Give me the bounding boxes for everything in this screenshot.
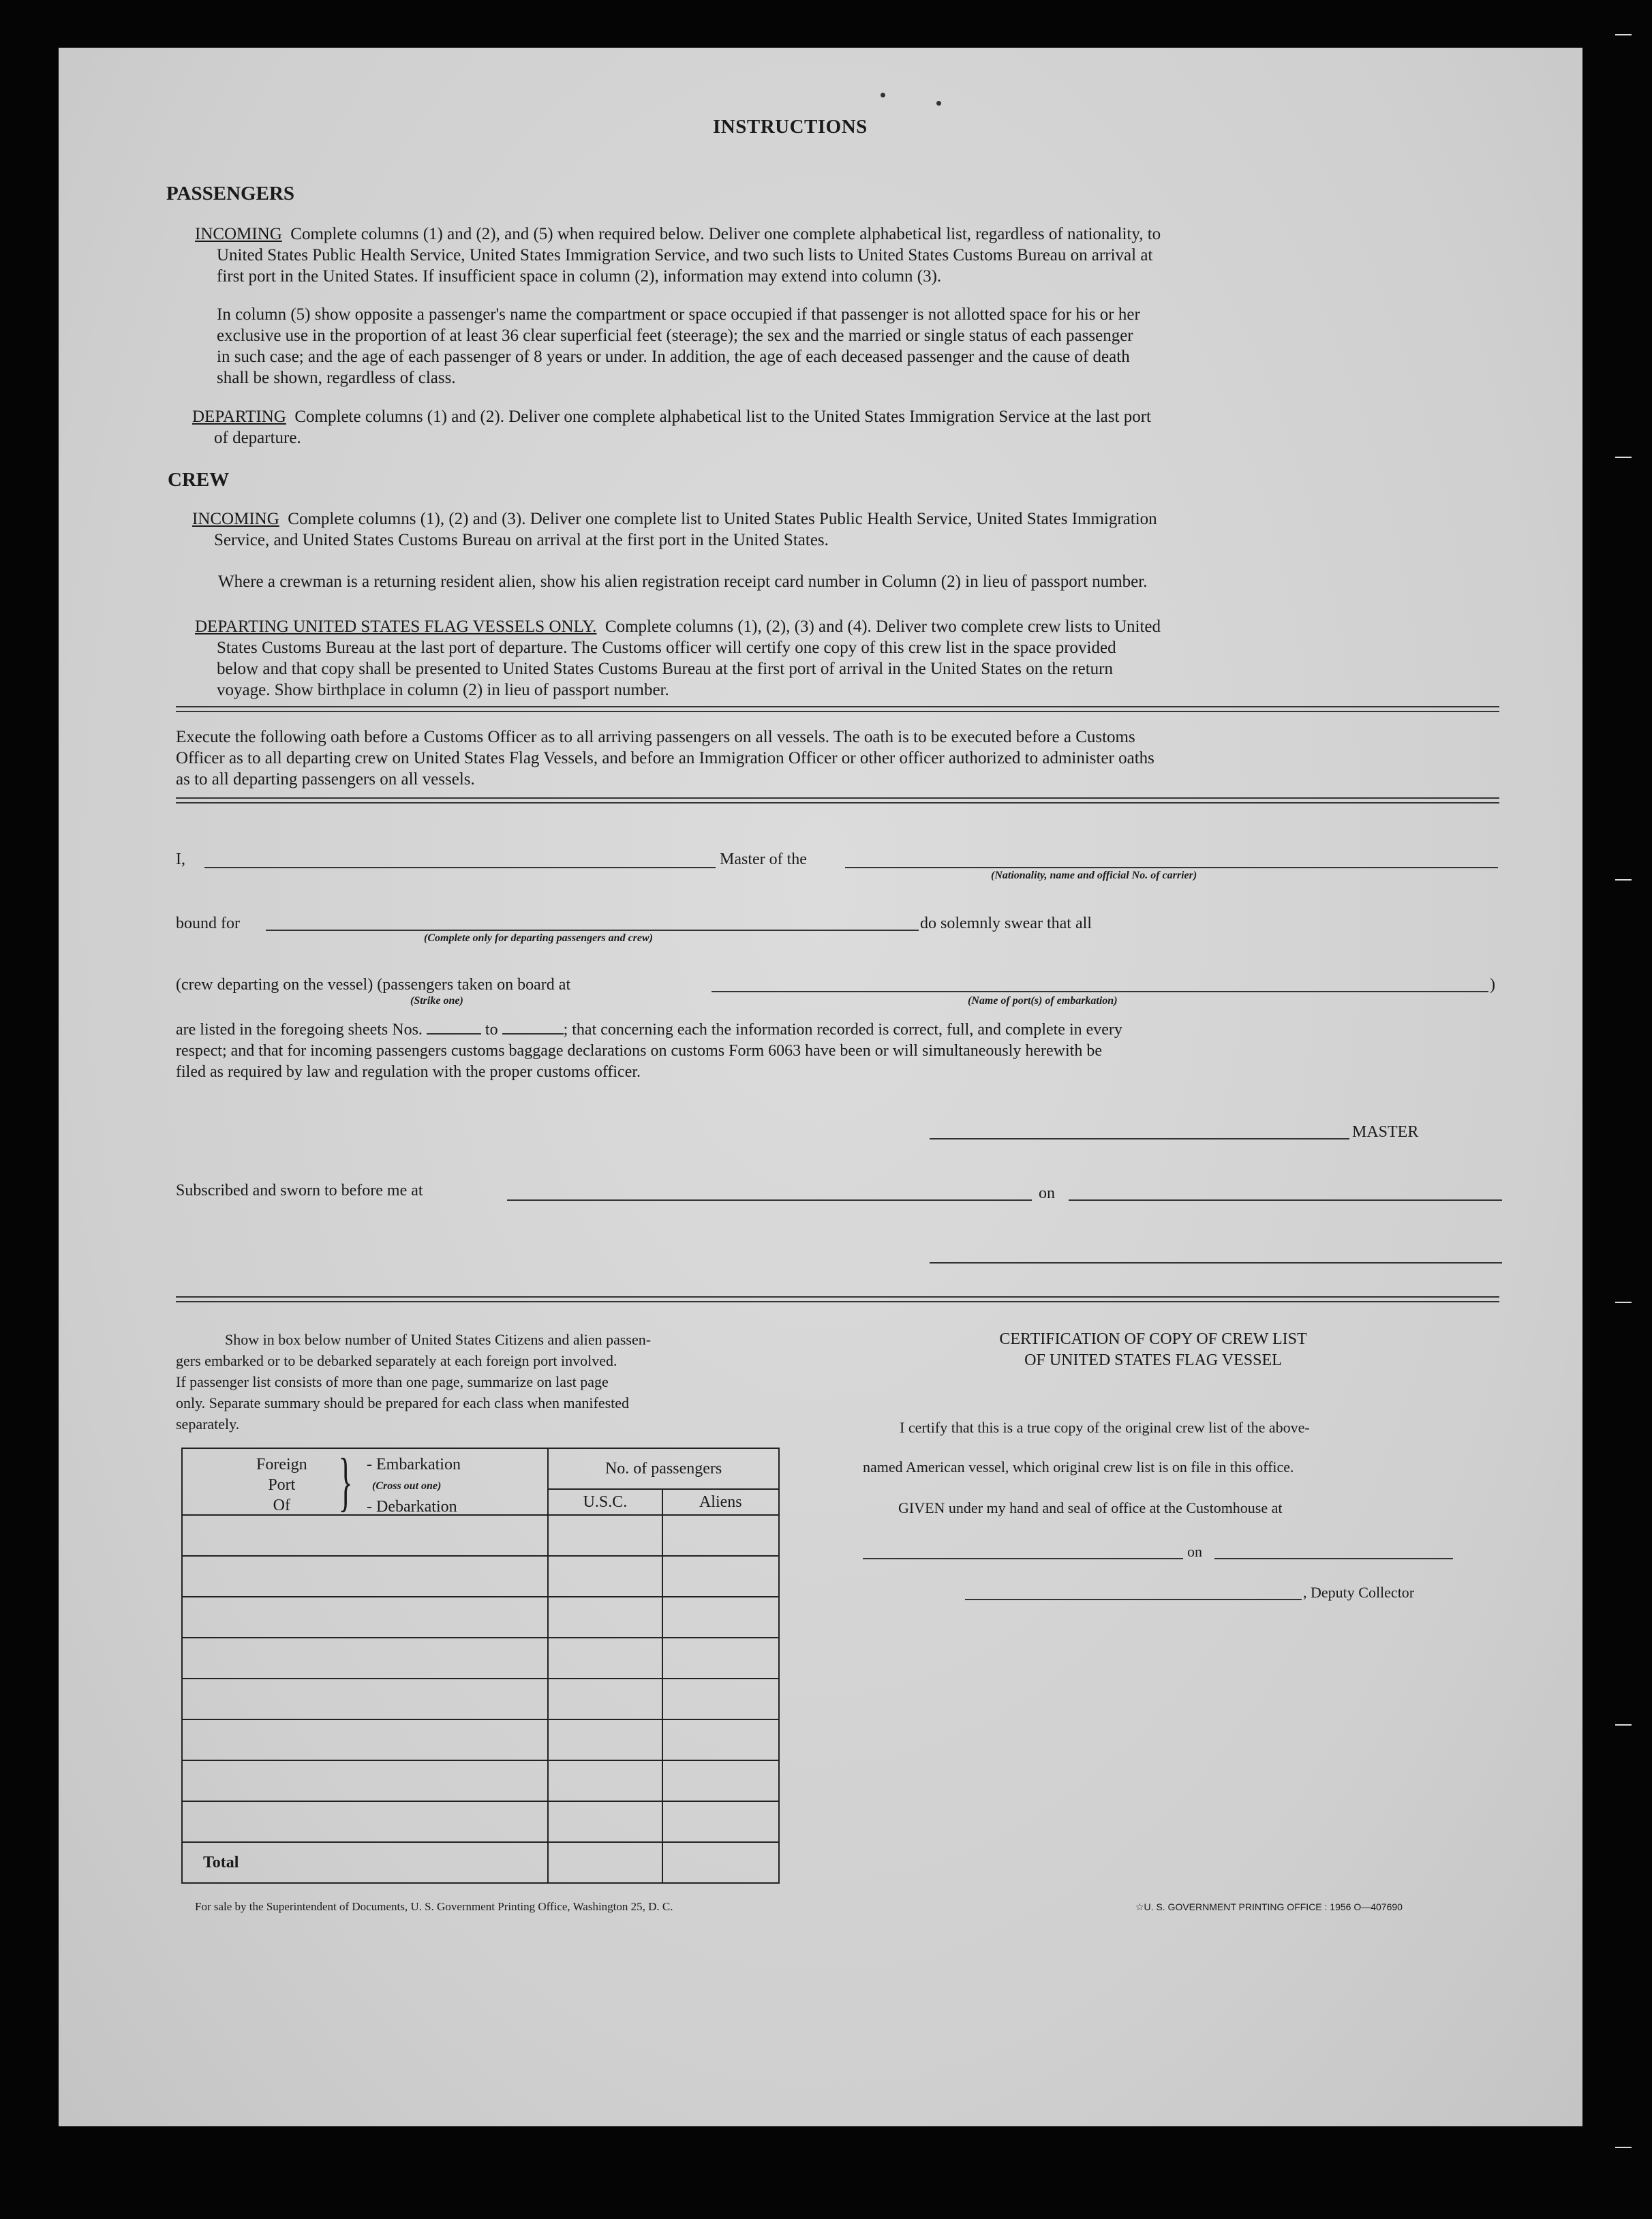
cert-on-label: on [1187, 1543, 1202, 1560]
crew-departing-line-3: below and that copy shall be presented to United States Customs Bureau at the first port of arrival in the United States on the return [217, 660, 1113, 678]
gpo-note: ☆U. S. GOVERNMENT PRINTING OFFICE : 1956 O—407690 [1135, 1901, 1403, 1912]
summary-line-2: gers embarked or to be debarked separately at each foreign port involved. [176, 1352, 617, 1369]
passengers-incoming-line-2: United States Public Health Service, United States Immigration Service, and two such lists to United States Customs Bureau on arrival at [217, 246, 1153, 264]
certify-line-2: named American vessel, which original crew list is on file in this office. [863, 1458, 1294, 1475]
usc-cell[interactable] [548, 1801, 662, 1842]
total-usc-cell[interactable] [548, 1842, 662, 1883]
summary-line-4: only. Separate summary should be prepared for each class when manifested [176, 1394, 630, 1411]
crew-departing-line-2: States Customs Bureau at the last port of departure. The Customs officer will certify one copy of this crew list in the space provided [217, 639, 1116, 657]
aliens-cell[interactable] [662, 1679, 779, 1719]
listed-statement [176, 1018, 1512, 1083]
brace-glyph: } [338, 1445, 353, 1518]
listed-rest: ; that concerning each the information recorded is correct, full, and complete in every [563, 1021, 1122, 1039]
listed-label: are listed in the foregoing sheets Nos. [176, 1021, 423, 1039]
divider-rule [176, 797, 1499, 804]
respect-line: respect; and that for incoming passengers customs baggage declarations on customs Form 6063 have been or will simultaneously herewith be [176, 1042, 1102, 1060]
listed-to-label: to [485, 1021, 498, 1039]
oath-intro-line-3: as to all departing passengers on all vessels. [176, 770, 475, 789]
master-of-the-label: Master of the [720, 851, 807, 868]
summary-line-3: If passenger list consists of more than one page, summarize on last page [176, 1373, 609, 1390]
carrier-caption: (Nationality, name and official No. of carrier) [991, 870, 1197, 881]
passengers-departing-block [192, 406, 1494, 448]
deputy-label: , Deputy Collector [1303, 1584, 1415, 1601]
bound-for-field[interactable] [266, 930, 919, 931]
table-row [182, 1801, 779, 1842]
total-label: Total [182, 1842, 548, 1883]
crew-incoming-block [192, 508, 1494, 551]
table-row [182, 1597, 779, 1638]
embarkation-label: - Embarkation [367, 1456, 461, 1473]
edge-mark [1615, 1302, 1632, 1303]
port-cell[interactable] [182, 1597, 548, 1638]
certification-title-line-1: CERTIFICATION OF COPY OF CREW LIST [999, 1330, 1307, 1348]
table-row [182, 1556, 779, 1597]
artifact-dot [936, 101, 941, 106]
summary-intro [176, 1329, 789, 1435]
ports-caption: (Name of port(s) of embarkation) [968, 995, 1118, 1007]
passengers-incoming-line-3: first port in the United States. If insufficient space in column (2), information may extend into column (3). [217, 267, 942, 286]
crew-heading: CREW [168, 469, 230, 491]
passengers-incoming-line-1: Complete columns (1) and (2), and (5) when required below. Deliver one complete alphabetical list, regardless of nationality, to [290, 225, 1161, 243]
column5-line-4: shall be shown, regardless of class. [217, 369, 456, 387]
swear-label: do solemnly swear that all [920, 915, 1092, 932]
summary-line-1: Show in box below number of United States Citizens and alien passen- [225, 1331, 652, 1348]
port-cell[interactable] [182, 1515, 548, 1556]
port-cell[interactable] [182, 1719, 548, 1760]
usc-cell[interactable] [548, 1638, 662, 1679]
cross-out-label: (Cross out one) [372, 1480, 442, 1492]
table-row [182, 1679, 779, 1719]
port-cell[interactable] [182, 1556, 548, 1597]
deputy-signature-field[interactable] [965, 1599, 1302, 1600]
usc-cell[interactable] [548, 1597, 662, 1638]
crew-departing-line-4: voyage. Show birthplace in column (2) in lieu of passport number. [217, 681, 669, 699]
crew-departing-label: DEPARTING UNITED STATES FLAG VESSELS ONLY. [195, 617, 597, 636]
usc-cell[interactable] [548, 1760, 662, 1801]
aliens-cell[interactable] [662, 1556, 779, 1597]
certification-title-line-2: OF UNITED STATES FLAG VESSEL [1024, 1351, 1282, 1369]
usc-cell[interactable] [548, 1679, 662, 1719]
artifact-dot [881, 93, 885, 97]
aliens-header: Aliens [662, 1489, 779, 1515]
passengers-column5-block [217, 304, 1491, 388]
bound-for-label: bound for [176, 915, 240, 932]
officer-signature-field[interactable] [930, 1262, 1502, 1264]
sheet-to-field[interactable] [502, 1018, 564, 1035]
oath-i-label: I, [176, 851, 185, 868]
crew-alien-line: Where a crewman is a returning resident alien, show his alien registration receipt card number in Column (2) in lieu of passport number. [218, 572, 1148, 591]
column5-line-1: In column (5) show opposite a passenger's name the compartment or space occupied if that passenger is not allotted space for his or her [217, 305, 1140, 324]
divider-rule [176, 706, 1499, 712]
crew-departing-block [195, 616, 1497, 701]
of-label: Of [273, 1497, 290, 1514]
table-row [182, 1719, 779, 1760]
usc-cell[interactable] [548, 1515, 662, 1556]
edge-mark [1615, 2147, 1632, 2148]
sheet-from-field[interactable] [427, 1018, 481, 1035]
crew-incoming-label: INCOMING [192, 510, 279, 528]
filed-line: filed as required by law and regulation with the proper customs officer. [176, 1063, 641, 1081]
embarkation-ports-field[interactable] [712, 991, 1488, 992]
summary-line-5: separately. [176, 1415, 240, 1433]
port-cell[interactable] [182, 1801, 548, 1842]
edge-mark [1615, 457, 1632, 458]
master-name-field[interactable] [204, 867, 716, 868]
passengers-heading: PASSENGERS [166, 183, 295, 204]
aliens-cell[interactable] [662, 1719, 779, 1760]
passengers-incoming-label: INCOMING [195, 225, 282, 243]
oath-intro [176, 726, 1505, 790]
edge-mark [1615, 34, 1632, 35]
no-passengers-header: No. of passengers [548, 1448, 779, 1489]
form-page [59, 48, 1582, 2126]
carrier-field[interactable] [845, 867, 1498, 868]
edge-mark [1615, 879, 1632, 881]
sworn-date-field[interactable] [1069, 1199, 1502, 1201]
oath-intro-line-2: Officer as to all departing crew on United States Flag Vessels, and before an Immigration Officer or other officer authorized to administer oaths [176, 749, 1154, 767]
cert-date-field[interactable] [1214, 1558, 1453, 1559]
usc-cell[interactable] [548, 1556, 662, 1597]
crew-departing-line-1: Complete columns (1), (2), (3) and (4). Deliver two complete crew lists to United [605, 617, 1161, 636]
total-row [182, 1842, 779, 1883]
aliens-cell[interactable] [662, 1801, 779, 1842]
customhouse-field[interactable] [863, 1558, 1183, 1559]
table-row [182, 1515, 779, 1556]
crew-incoming-line-1: Complete columns (1), (2) and (3). Deliver one complete list to United States Public Health Service, United States Immigration [288, 510, 1157, 528]
aliens-cell[interactable] [662, 1638, 779, 1679]
divider-rule [176, 1296, 1499, 1302]
usc-cell[interactable] [548, 1719, 662, 1760]
passengers-departing-label: DEPARTING [192, 408, 286, 426]
table-row [182, 1760, 779, 1801]
sworn-on-label: on [1039, 1184, 1055, 1202]
port-cell[interactable] [182, 1760, 548, 1801]
certification-title [915, 1329, 1392, 1371]
column5-line-2: exclusive use in the proportion of at least 36 clear superficial feet (steerage); the sex and the married or single status of each passenger [217, 326, 1133, 345]
edge-mark [1615, 1724, 1632, 1726]
port-cell[interactable] [182, 1638, 548, 1679]
foreign-label: Foreign [256, 1456, 307, 1473]
total-aliens-cell[interactable] [662, 1842, 779, 1883]
debarkation-label: - Debarkation [367, 1498, 457, 1516]
passengers-departing-line-1: Complete columns (1) and (2). Deliver one complete alphabetical list to the United States Immigration Service at the last port [294, 408, 1151, 426]
oath-intro-line-1: Execute the following oath before a Customs Officer as to all arriving passengers on all vessels. The oath is to be executed before a Customs [176, 728, 1135, 746]
port-label: Port [268, 1476, 296, 1494]
table-row [182, 1638, 779, 1679]
aliens-cell[interactable] [662, 1515, 779, 1556]
sale-note: For sale by the Superintendent of Documents, U. S. Government Printing Office, Washington 25, D. C. [195, 1900, 673, 1913]
strike-one-caption: (Strike one) [410, 995, 463, 1007]
given-line: GIVEN under my hand and seal of office at the Customhouse at [898, 1499, 1283, 1516]
master-signature-field[interactable] [930, 1138, 1349, 1139]
port-cell[interactable] [182, 1679, 548, 1719]
crew-incoming-line-2: Service, and United States Customs Bureau on arrival at the first port in the United States. [214, 531, 829, 549]
column5-line-3: in such case; and the age of each passenger of 8 years or under. In addition, the age of each deceased passenger and the cause of death [217, 348, 1130, 366]
close-paren: ) [1490, 976, 1495, 994]
subscribed-label: Subscribed and sworn to before me at [176, 1182, 423, 1199]
instructions-title: INSTRUCTIONS [713, 116, 868, 138]
certify-line-1: I certify that this is a true copy of the original crew list of the above- [900, 1419, 1310, 1436]
passengers-incoming-block [195, 224, 1490, 287]
sworn-place-field[interactable] [507, 1199, 1032, 1201]
bound-for-caption: (Complete only for departing passengers and crew) [424, 932, 653, 944]
foreign-port-header [182, 1445, 548, 1518]
passengers-departing-line-2: of departure. [214, 429, 301, 447]
usc-header: U.S.C. [548, 1489, 662, 1515]
aliens-cell[interactable] [662, 1760, 779, 1801]
passenger-summary-table [181, 1445, 780, 1884]
aliens-cell[interactable] [662, 1597, 779, 1638]
master-label: MASTER [1352, 1123, 1419, 1141]
crew-passengers-label: (crew departing on the vessel) (passengers taken on board at [176, 976, 571, 994]
